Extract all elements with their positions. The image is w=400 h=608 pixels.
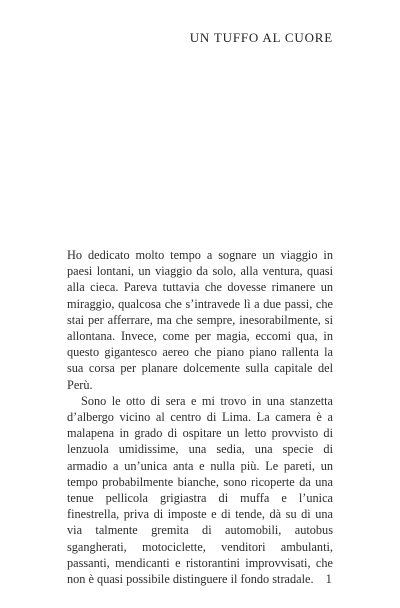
body-text xyxy=(67,247,333,587)
paragraph-1: Ho dedicato molto tempo a sognare un viaggio in paesi lontani, un viaggio da solo, alla ventura, quasi alla cieca. Pareva tuttavia che dovesse rimanere un miraggio, qualcosa che s’intravede lì a due passi, che stai per afferrare, ma che sempre, inesorabilmente, si allontana. Invece, come per magia, eccomi qua, in questo gigantesco aereo che piano piano rallenta la sua corsa per planare dolcemente sulla capitale del Perù. xyxy=(67,248,333,392)
page-number: 1 xyxy=(325,571,332,586)
paragraph-2: Sono le otto di sera e mi trovo in una stanzetta d’albergo vicino al centro di Lima. La camera è a malapena in grado di ospitare un letto provvisto di lenzuola umidissime, una sedia, una specie di armadio a un’unica anta e nulla più. Le pareti, un tempo probabilmente bianche, sono ricoperte da una tenue pellicola grigiastra di muffa e l’unica finestrella, priva di imposte e di tende, dà su di una via talmente gremita di automobili, autobus sgangherati, motociclette, venditori ambulanti, passanti, mendicanti e ristorantini improvvisati, che non è quasi possibile distinguere il fondo stradale. xyxy=(67,393,333,587)
running-head: UN TUFFO AL CUORE xyxy=(189,30,333,45)
